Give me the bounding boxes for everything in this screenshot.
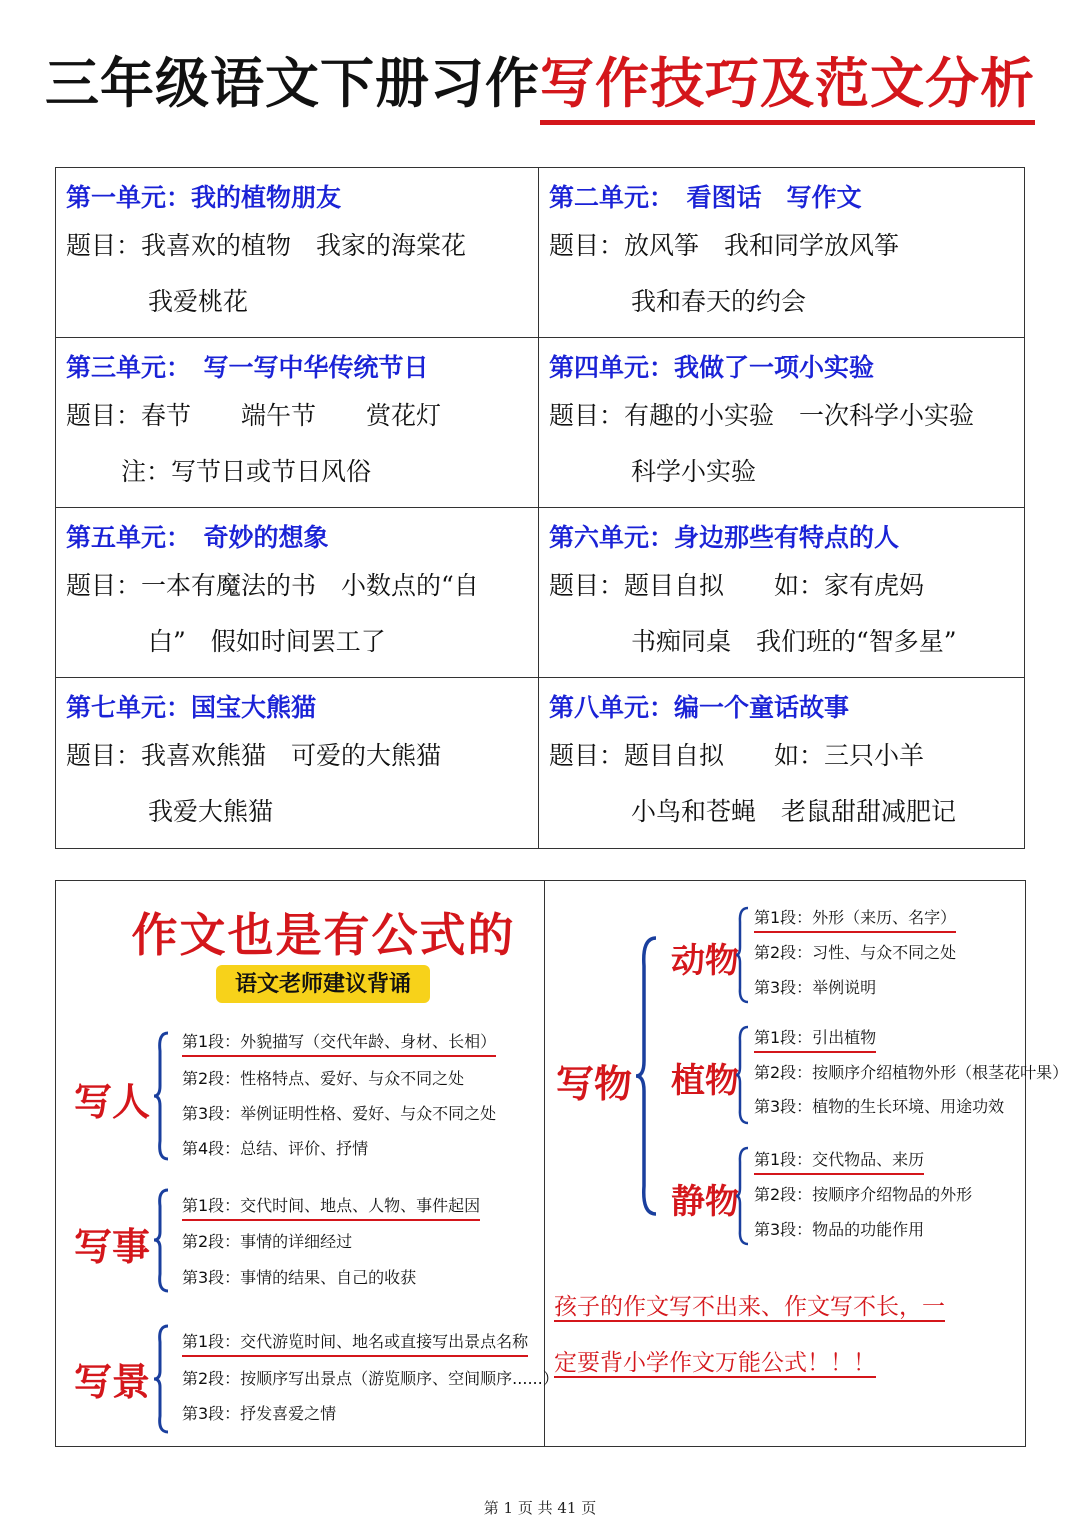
formula-title: 作文也是有公式的	[131, 908, 516, 962]
xieren-item: 第4段：总结、评价、抒情	[182, 1139, 369, 1158]
unit-cell-1	[56, 168, 539, 338]
dongwu-item: 第2段：习性、与众不同之处	[754, 943, 957, 962]
category-xieren: 写人	[74, 1079, 151, 1124]
unit-heading: 第一单元：我的植物朋友	[66, 183, 342, 212]
unit-topics: 题目：放风筝 我和同学放风筝	[549, 231, 900, 260]
unit-note: 注：写节日或节日风俗	[121, 457, 372, 486]
unit-heading: 第三单元： 写一写中华传统节日	[66, 353, 429, 382]
category-dongwu: 动物	[671, 941, 739, 981]
unit-heading: 第七单元：国宝大熊猫	[66, 693, 317, 722]
unit-topics: 题目：我喜欢熊猫 可爱的大熊猫	[66, 741, 442, 770]
unit-heading: 第二单元： 看图话 写作文	[549, 183, 862, 212]
title-red-part: 写作技巧及范文分析	[540, 52, 1035, 125]
brace-icon	[734, 1025, 752, 1125]
xieshi-item: 第3段：事情的结果、自己的收获	[182, 1268, 417, 1287]
unit-topics-cont: 我爱大熊猫	[148, 797, 274, 826]
xieren-item: 第1段：外貌描写（交代年龄、身材、长相）	[182, 1031, 496, 1057]
zhiwu-item: 第3段：植物的生长环境、用途功效	[754, 1097, 1005, 1116]
brace-icon	[152, 1188, 172, 1293]
jingwu-item: 第3段：物品的功能作用	[754, 1220, 925, 1239]
panel-divider	[544, 881, 545, 1446]
xiejing-item: 第2段：按顺序写出景点（游览顺序、空间顺序......）	[182, 1369, 559, 1388]
unit-cell-6	[539, 508, 1024, 678]
unit-topics-cont: 小鸟和苍蝇 老鼠甜甜减肥记	[631, 797, 957, 826]
xiejing-item: 第3段：抒发喜爱之情	[182, 1404, 337, 1423]
zhiwu-item: 第2段：按顺序介绍植物外形（根茎花叶果）	[754, 1063, 1069, 1082]
unit-heading: 第八单元：编一个童话故事	[549, 693, 850, 722]
xieshi-item: 第1段：交代时间、地点、人物、事件起因	[182, 1195, 480, 1221]
brace-icon	[734, 1146, 752, 1246]
dongwu-item: 第3段：举例说明	[754, 978, 877, 997]
advice-note-text: 定要背小学作文万能公式！！！	[554, 1350, 876, 1376]
unit-topics: 题目：题目自拟 如：三只小羊	[549, 741, 925, 770]
unit-topics-cont: 我爱桃花	[148, 287, 249, 316]
unit-topics-cont: 书痴同桌 我们班的“智多星”	[631, 627, 957, 656]
category-zhiwu: 植物	[671, 1061, 739, 1101]
category-xieshi: 写事	[74, 1224, 151, 1269]
unit-topics: 题目：我喜欢的植物 我家的海棠花	[66, 231, 467, 260]
zhiwu-item: 第1段：引出植物	[754, 1027, 876, 1053]
unit-cell-5	[56, 508, 539, 678]
advice-note-line1	[554, 1291, 1020, 1323]
xieren-item: 第2段：性格特点、爱好、与众不同之处	[182, 1069, 465, 1088]
unit-cell-3	[56, 338, 539, 508]
unit-heading: 第四单元：我做了一项小实验	[549, 353, 875, 382]
unit-heading: 第六单元：身边那些有特点的人	[549, 523, 900, 552]
unit-topics: 题目：有趣的小实验 一次科学小实验	[549, 401, 975, 430]
category-jingwu: 静物	[671, 1182, 739, 1222]
unit-topics: 题目：题目自拟 如：家有虎妈	[549, 571, 925, 600]
xieshi-item: 第2段：事情的详细经过	[182, 1232, 353, 1251]
unit-topics-cont: 白” 假如时间罢工了	[148, 627, 386, 656]
units-table	[55, 167, 1025, 849]
advice-note-text: 孩子的作文写不出来、作文写不长，一	[554, 1294, 945, 1320]
formula-subtitle-badge: 语文老师建议背诵	[216, 965, 430, 1003]
category-xiewu: 写物	[556, 1061, 633, 1106]
unit-cell-7	[56, 678, 539, 848]
advice-note-line2	[554, 1347, 1020, 1379]
brace-icon	[634, 936, 660, 1216]
jingwu-item: 第1段：交代物品、来历	[754, 1149, 924, 1175]
brace-icon	[152, 1324, 172, 1434]
unit-cell-2	[539, 168, 1024, 338]
dongwu-item: 第1段：外形（来历、名字）	[754, 907, 956, 933]
unit-topics-cont: 科学小实验	[631, 457, 757, 486]
unit-cell-4	[539, 338, 1024, 508]
title-black-part: 三年级语文下册习作	[45, 52, 540, 115]
unit-heading: 第五单元： 奇妙的想象	[66, 523, 329, 552]
brace-icon	[734, 906, 752, 1004]
unit-topics: 题目：春节 端午节 赏花灯	[66, 401, 442, 430]
category-xiejing: 写景	[74, 1359, 151, 1404]
unit-cell-8	[539, 678, 1024, 848]
xieren-item: 第3段：举例证明性格、爱好、与众不同之处	[182, 1104, 497, 1123]
brace-icon	[152, 1031, 172, 1161]
formula-panel	[55, 880, 1069, 1447]
jingwu-item: 第2段：按顺序介绍物品的外形	[754, 1185, 973, 1204]
unit-topics: 题目：一本有魔法的书 小数点的“自	[66, 571, 479, 600]
page-title	[0, 52, 1080, 125]
unit-topics-cont: 我和春天的约会	[631, 287, 807, 316]
xiejing-item: 第1段：交代游览时间、地名或直接写出景点名称	[182, 1331, 528, 1357]
page-footer: 第 1 页 共 41 页	[483, 1499, 597, 1517]
